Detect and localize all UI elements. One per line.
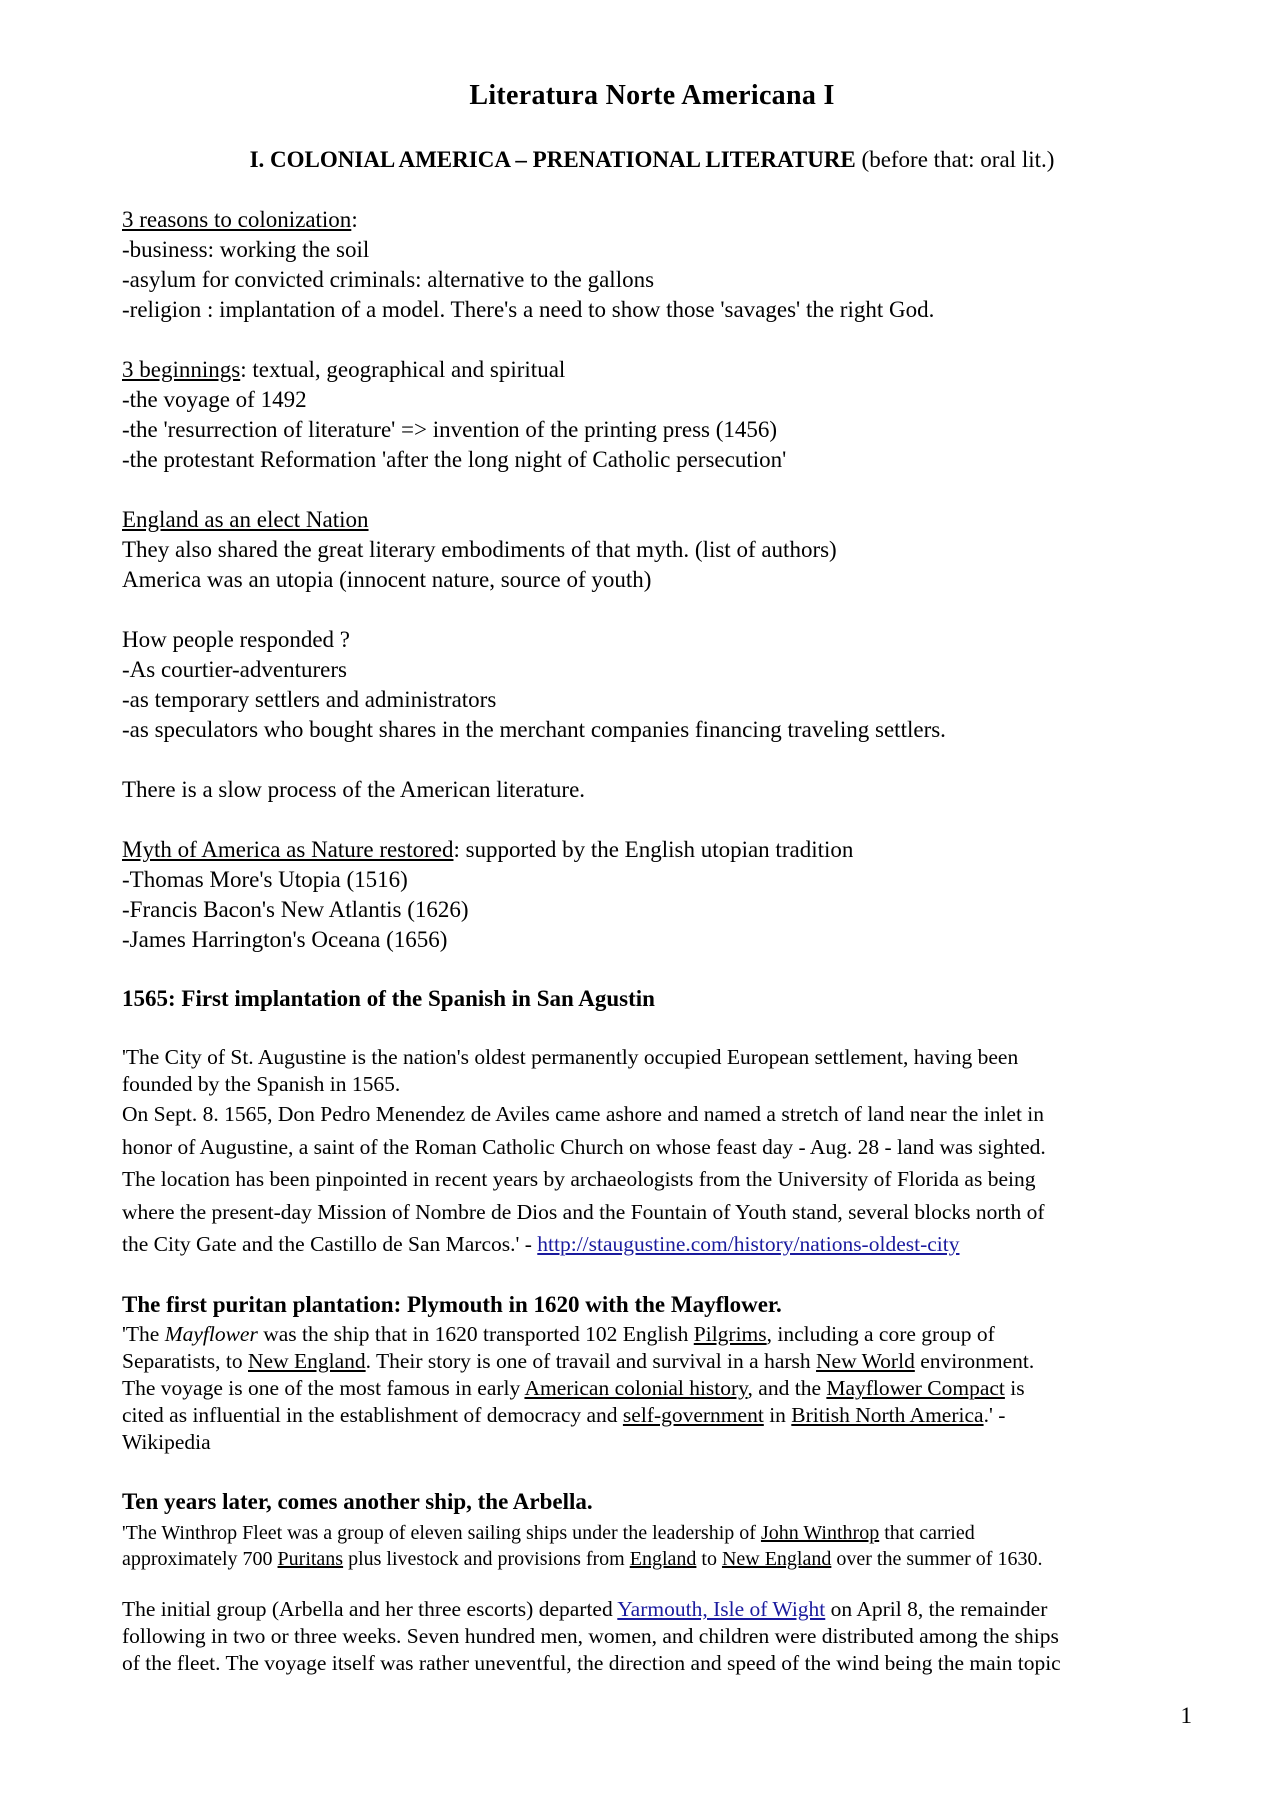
puritan-heading: The first puritan plantation: Plymouth in 1620 with the Mayflower. (122, 1292, 782, 1317)
subtitle-rest: (before that: oral lit.) (855, 147, 1055, 172)
text: The voyage is one of the most famous in early (122, 1376, 525, 1400)
list-item: -as speculators who bought shares in the merchant companies financing traveling settlers. (122, 717, 946, 742)
beginnings-block (122, 355, 1182, 475)
text-line: There is a slow process of the American literature. (122, 777, 586, 802)
text: environment. (914, 1349, 1035, 1373)
text-line: honor of Augustine, a saint of the Roman Catholic Church on whose feast day - Aug. 28 - land was sighted. (122, 1134, 1046, 1159)
text: Separatists, to (122, 1349, 248, 1373)
text: plus livestock and provisions from (343, 1548, 630, 1570)
text-line: They also shared the great literary embodiments of that myth. (list of authors) (122, 537, 837, 562)
text: to (696, 1548, 722, 1570)
myth-heading: Myth of America as Nature restored (122, 837, 454, 862)
list-item: -the voyage of 1492 (122, 387, 307, 412)
link-pilgrims[interactable]: Pilgrims (693, 1322, 767, 1346)
subtitle-bold: I. COLONIAL AMERICA – PRENATIONAL LITERATURE (249, 147, 856, 172)
ship-name: Mayflower (164, 1322, 258, 1346)
arbella-paragraph (122, 1596, 1182, 1677)
people-block (122, 625, 1182, 745)
arbella-quote (122, 1520, 1182, 1572)
text-line: Wikipedia (122, 1430, 211, 1454)
list-item: -the protestant Reformation 'after the long night of Catholic persecution' (122, 447, 787, 472)
text-line: On Sept. 8. 1565, Don Pedro Menendez de Aviles came ashore and named a stretch of land near the inlet in (122, 1102, 1045, 1126)
text-line: America was an utopia (innocent nature, source of youth) (122, 567, 652, 592)
link-new-england[interactable]: New England (248, 1349, 366, 1373)
text: The initial group (Arbella and her three escorts) departed (122, 1597, 618, 1621)
text: cited as influential in the establishment of democracy and (122, 1403, 623, 1427)
list-item: -As courtier-adventurers (122, 657, 347, 682)
text: is (1004, 1376, 1025, 1400)
document-title: Literatura Norte Americana I (469, 80, 835, 111)
reasons-heading-suffix: : (351, 207, 358, 232)
spanish-heading: 1565: First implantation of the Spanish in San Agustin (122, 986, 655, 1011)
list-item: -asylum for convicted criminals: alternative to the gallons (122, 267, 655, 292)
text: in (763, 1403, 792, 1427)
reasons-heading: 3 reasons to colonization (122, 207, 352, 232)
puritan-quote (122, 1321, 1182, 1456)
text-line: 'The City of St. Augustine is the nation's oldest permanently occupied European settlement, having been (122, 1045, 1019, 1069)
link-british-north-america[interactable]: British North America (791, 1403, 984, 1427)
arbella-heading: Ten years later, comes another ship, the Arbella. (122, 1489, 593, 1514)
myth-block (122, 835, 1182, 955)
page-number: 1 (1180, 1703, 1192, 1728)
link-england[interactable]: England (629, 1548, 697, 1570)
text-line: the City Gate and the Castillo de San Marcos.' - (122, 1232, 538, 1256)
text: , including a core group of (766, 1322, 995, 1346)
list-item: -Francis Bacon's New Atlantis (1626) (122, 897, 469, 922)
text: 'The Winthrop Fleet was a group of eleven sailing ships under the leadership of (122, 1522, 761, 1544)
link-puritans[interactable]: Puritans (277, 1548, 344, 1570)
text-line: of the fleet. The voyage itself was rather uneventful, the direction and speed of the wind being the main topic (122, 1651, 1061, 1675)
spanish-quote (122, 1044, 1182, 1261)
text: was the ship that in 1620 transported 102 English (257, 1322, 694, 1346)
list-item: -business: working the soil (122, 237, 370, 262)
text-line: following in two or three weeks. Seven hundred men, women, and children were distributed among the ships (122, 1624, 1059, 1648)
section-subtitle (122, 147, 1182, 173)
link-new-world[interactable]: New World (816, 1349, 915, 1373)
text: .' - (983, 1403, 1006, 1427)
list-item: -the 'resurrection of literature' => invention of the printing press (1456) (122, 417, 778, 442)
text: . Their story is one of travail and survival in a harsh (365, 1349, 817, 1373)
link-american-colonial-history[interactable]: American colonial history (524, 1376, 748, 1400)
link-self-government[interactable]: self-government (622, 1403, 764, 1427)
england-heading: England as an elect Nation (122, 507, 369, 532)
list-item: -James Harrington's Oceana (1656) (122, 927, 448, 952)
text: approximately 700 (122, 1548, 278, 1570)
list-item: -religion : implantation of a model. There's a need to show those 'savages' the right God. (122, 297, 935, 322)
beginnings-heading-suffix: : textual, geographical and spiritual (240, 357, 566, 382)
list-item: -as temporary settlers and administrators (122, 687, 497, 712)
text-line: where the present-day Mission of Nombre de Dios and the Fountain of Youth stand, several blocks north of (122, 1199, 1045, 1224)
beginnings-heading: 3 beginnings (122, 357, 241, 382)
text: , and the (747, 1376, 827, 1400)
text-line: The location has been pinpointed in recent years by archaeologists from the University of Florida as being (122, 1167, 1036, 1191)
link-mayflower-compact[interactable]: Mayflower Compact (826, 1376, 1005, 1400)
source-link[interactable]: http://staugustine.com/history/nations-oldest-city (537, 1232, 960, 1256)
link-new-england[interactable]: New England (721, 1548, 832, 1570)
text: 'The (122, 1322, 165, 1346)
slow-process-block (122, 775, 1182, 805)
link-john-winthrop[interactable]: John Winthrop (760, 1522, 880, 1544)
text-line: founded by the Spanish in 1565. (122, 1072, 401, 1096)
text: on April 8, the remainder (825, 1597, 1048, 1621)
list-item: -Thomas More's Utopia (1516) (122, 867, 408, 892)
reasons-block (122, 205, 1182, 325)
link-yarmouth[interactable]: Yarmouth, Isle of Wight (617, 1597, 826, 1621)
myth-heading-suffix: : supported by the English utopian tradition (453, 837, 854, 862)
text-line: How people responded ? (122, 627, 351, 652)
england-block (122, 505, 1182, 595)
text: that carried (879, 1522, 975, 1544)
text: over the summer of 1630. (831, 1548, 1043, 1570)
